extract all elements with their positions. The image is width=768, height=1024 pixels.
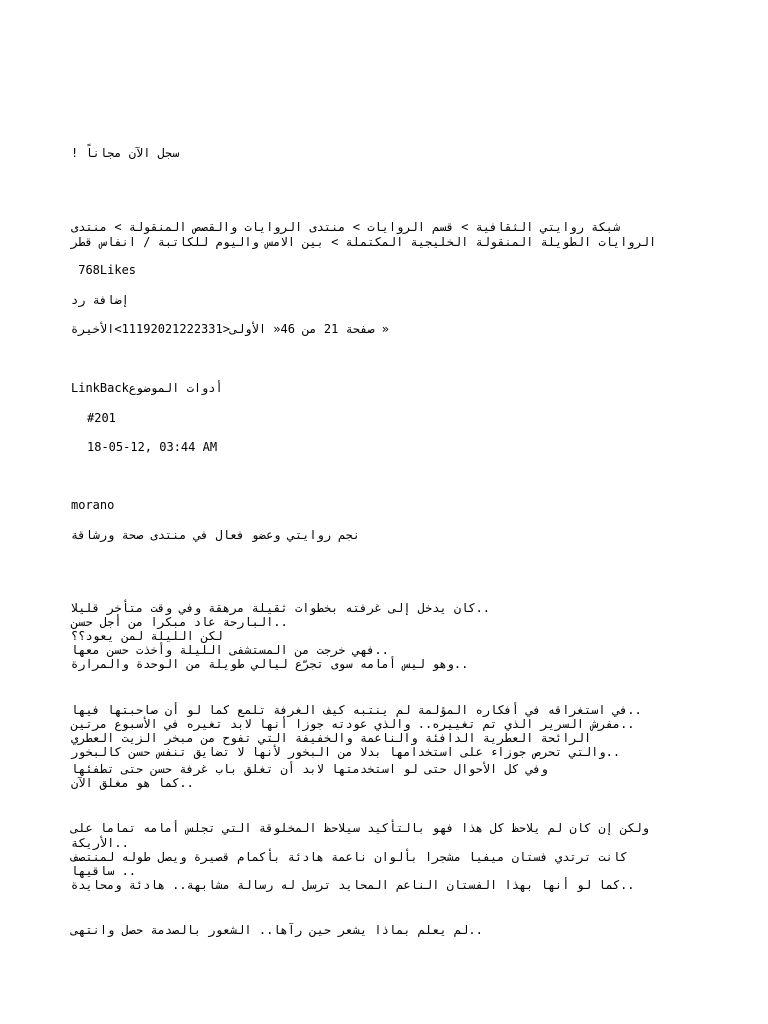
breadcrumb-line-1[interactable]: شبكة روايتي الثقافية > قسم الروايات > منتدى الروايات والقصص المنقولة > منتدى [71,220,628,234]
add-reply-button[interactable]: إضافة رد [71,293,129,307]
author-title: نجم روايتي وعضو فعال في منتدى صحة ورشاقة [71,528,360,542]
pagination[interactable]: « صفحة 21 من 46« الأولى<11192021222331>الأخيرة [71,322,389,336]
post-line: .. ساقيها [71,864,137,878]
post-date: 18-05-12, 03:44 AM [87,440,218,454]
post-line: ولكن إن كان لم يلاحظ كل هذا فهو بالتأكيد سيلاحظ المخلوقة التي تجلس أمامه تماما على [71,821,657,835]
post-line: ..وهو ليس أمامه سوى تجرّع ليالي طويلة من الوحدة والمرارة [71,657,469,671]
post-line: ..كما لو أنها بهذا الفستان الناعم المحايد ترسل له رسالة مشابهة.. هادئة ومحايدة [71,878,635,892]
post-number-link[interactable]: #201 [87,411,116,425]
post-line: ..كما هو مغلق الآن [71,776,194,790]
post-line: ..مفرش السرير الذي تم تغييره.. والذي عودته جوزا أنها لابد تغيره في الأسبوع مرتين [71,717,635,731]
thread-tools-menu[interactable]: LinkBackأدوات الموضوع [71,381,223,395]
author-username-link[interactable]: morano [71,498,115,512]
post-line: وفي كل الأحوال حتى لو استخدمتها لابد أن تغلق باب غرفة حسن حتى تطفئها [71,762,548,776]
breadcrumb-line-2[interactable]: الروايات الطويلة المنقولة الخليجية المكتملة > بين الامس واليوم للكاتبة / انفاس قطر [71,235,657,249]
post-line: لكن الليلة لمن يعود؟؟ [71,629,223,643]
post-line: كانت ترتدي فستان ميفيا مشجرا بألوان ناعمة هادئة بأكمام قصيرة ويصل طوله لمنتصف [71,850,635,864]
register-link[interactable]: سجل الآن مجاناً ! [71,146,180,160]
post-line: ..والتي تحرص جوزاء على استخدامها بدلا من البخور لأنها لا تضايق تنفس حسن كالبخور [71,745,621,759]
post-line: ..الأريكة [71,836,129,850]
post-line: ..فهي خرجت من المستشفى الليلة وأخذت حسن معها [71,643,389,657]
likes-count: 768Likes [71,263,137,277]
post-line: ..البارحة عاد مبكرا من أجل حسن [71,615,288,629]
post-line: ..لم يعلم بماذا يشعر حين رآها.. الشعور بالصدمة حصل وانتهى [71,923,483,937]
post-line: الرائحة العطرية الدافئة والناعمة والخفيفة التي تفوح من مبخر الزيت العطري [71,731,592,745]
post-line: ..كان يدخل إلى غرفته بخطوات ثقيلة مرهقة وفي وقت متأخر قليلا [71,601,491,615]
post-line: ..في استغراقه في أفكاره المؤلمة لم ينتبه كيف الغرفة تلمع كما لو أن صاحبتها فيها [71,703,642,717]
